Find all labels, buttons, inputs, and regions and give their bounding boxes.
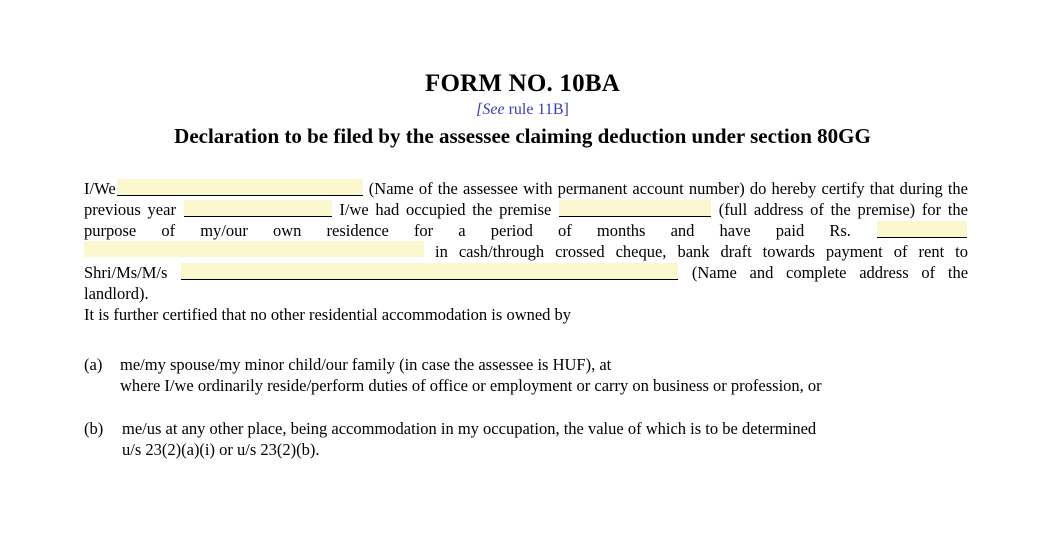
premise-address-field[interactable] bbox=[559, 200, 711, 217]
list-item-marker: (a) bbox=[84, 355, 103, 374]
rule-reference bbox=[0, 101, 1045, 119]
text-segment-5: months and have paid Rs. bbox=[596, 221, 851, 240]
previous-year-field[interactable] bbox=[184, 200, 332, 217]
list-item bbox=[84, 418, 968, 460]
rent-amount-field[interactable] bbox=[877, 221, 967, 238]
landlord-field[interactable] bbox=[181, 263, 678, 280]
text-segment-6: in cash/through crossed cheque, bank draft towards payment of rent to Shri/Ms/M/s bbox=[84, 242, 969, 282]
list-item-line-2: where I/we ordinarily reside/perform duties of office or employment or carry on business or profession, or bbox=[120, 376, 822, 395]
text-segment-3: I/we had occupied the premise bbox=[339, 200, 552, 219]
rent-amount-field-extension[interactable] bbox=[84, 241, 424, 257]
list-item bbox=[84, 354, 968, 396]
list-item-line-2: u/s 23(2)(a)(i) or u/s 23(2)(b). bbox=[122, 440, 320, 459]
text-segment-1: I/We bbox=[84, 179, 116, 198]
assessee-name-field[interactable] bbox=[117, 179, 363, 196]
declaration-paragraph bbox=[84, 178, 968, 304]
text-segment-2: (Name of the assessee with permanent account number) do hereby certify that during the previous year bbox=[84, 179, 968, 219]
page-subtitle: Declaration to be filed by the assessee claiming deduction under section 80GG bbox=[174, 124, 871, 148]
list-item-line-1: me/my spouse/my minor child/our family (in case the assessee is HUF), at bbox=[120, 355, 612, 374]
text-segment-7: (Name and complete address of the landlord). bbox=[84, 263, 969, 303]
certification-items bbox=[84, 354, 968, 482]
list-item-line-1: me/us at any other place, being accommodation in my occupation, the value of which is to be determined bbox=[122, 419, 817, 438]
list-item-marker: (b) bbox=[84, 419, 104, 438]
rule-reference-number: rule 11B] bbox=[504, 101, 569, 118]
text-segment-4: (full address of the premise) for the purpose of my/our own residence for a period of bbox=[84, 200, 969, 240]
further-certification-line: It is further certified that no other residential accommodation is owned by bbox=[84, 305, 572, 324]
declaration-body bbox=[84, 178, 968, 325]
rule-reference-see: [See bbox=[476, 101, 505, 118]
page-title: FORM NO. 10BA bbox=[425, 70, 620, 97]
